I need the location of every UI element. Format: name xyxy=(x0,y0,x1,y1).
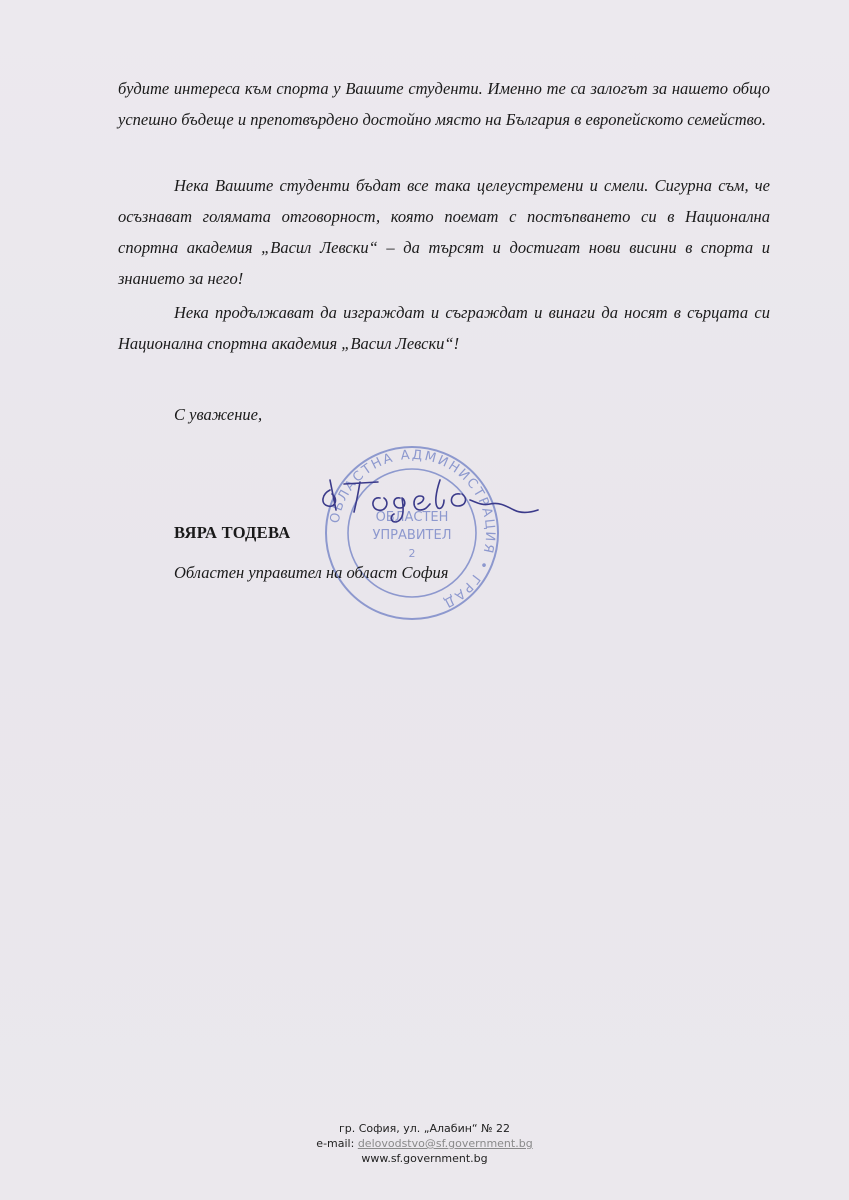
body-paragraph-2: Нека Вашите студенти бъдат все така целеустремени и смели. Сигурна съм, че осъзнават голямата отговорност, която поемат с постъпването си в Национална спортна академия „Васил Левски“ – да търсят и достигат нови висини в спорта и знанието за него! xyxy=(118,176,770,288)
signer-name: ВЯРА ТОДЕВА xyxy=(174,523,291,542)
stamp-outer-text: ОБЛАСТНА АДМИНИСТРАЦИЯ • ГРАД xyxy=(327,447,498,611)
footer-email-label: e-mail: xyxy=(316,1137,355,1150)
stamp-inner-text-2: УПРАВИТЕЛ xyxy=(372,528,452,543)
stamp-inner-text-1: ОБЛАСТЕН xyxy=(375,510,449,525)
body-paragraph-3: Нека продължават да изграждат и съграждат и винаги да носят в сърцата си Национална спортна академия „Васил Левски“! xyxy=(118,303,770,353)
signer-title: Областен управител на област София xyxy=(174,563,449,582)
footer-website[interactable]: www.sf.government.bg xyxy=(361,1152,488,1165)
footer-email-line xyxy=(0,1136,849,1151)
closing-salutation: С уважение, xyxy=(174,405,263,424)
body-paragraph-1: будите интереса към спорта у Вашите студенти. Именно те са залогът за нашето общо успешно бъдеще и препотвърдено достойно място на България в европейското семейство. xyxy=(118,79,770,129)
page-footer xyxy=(0,1121,849,1166)
footer-address: гр. София, ул. „Алабин“ № 22 xyxy=(338,1122,511,1135)
footer-email-link[interactable]: delovodstvo@sf.government.bg xyxy=(357,1137,533,1150)
handwritten-signature xyxy=(300,460,550,540)
stamp-number: 2 xyxy=(408,547,416,560)
